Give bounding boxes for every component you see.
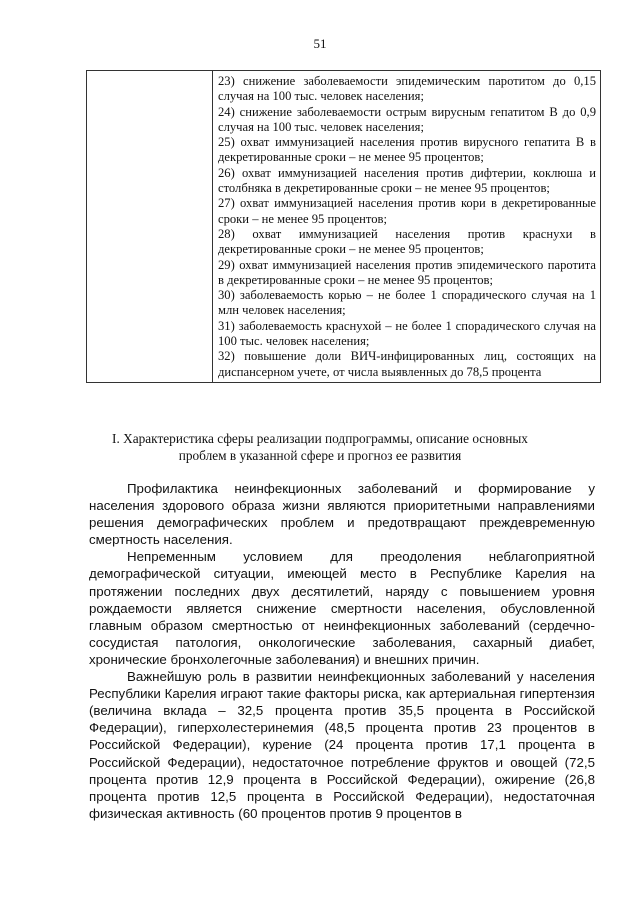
page-number: 51 — [313, 36, 327, 51]
table-cell-empty — [87, 71, 213, 383]
paragraph: Профилактика неинфекционных заболеваний и формирование у населения здорового образа жизни являются приоритетными направлениями решения демографических проблем и предотвращают преждевременную смертность населения. — [89, 481, 595, 548]
list-item: 32) повышение доли ВИЧ-инфицированных лиц, состоящих на диспансерном учете, от числа выявленных до 78,5 процента — [218, 349, 596, 379]
table-cell-indicators — [213, 71, 601, 383]
list-item: 30) заболеваемость корью – не более 1 спорадического случая на 1 млн человек населения; — [218, 288, 596, 318]
table-row — [87, 71, 601, 383]
list-item: 24) снижение заболеваемости острым вирусным гепатитом В до 0,9 случая на 100 тыс. человек населения; — [218, 104, 596, 134]
body-text — [89, 480, 595, 822]
list-item: 28) охват иммунизацией населения против краснухи в декретированные сроки – не менее 95 процентов; — [218, 226, 596, 257]
list-item: 29) охват иммунизацией населения против эпидемического паротита в декретированные сроки – не менее 95 процентов; — [218, 257, 596, 287]
paragraph: Непременным условием для преодоления неблагоприятной демографической ситуации, имеющей место в Республике Карелия на протяжении последних двух десятилетий, наряду с повышением уровня рождаемости является снижение смертности населения, обусловленной главным образом смертностью от неинфекционных заболеваний (сердечно-сосудистая патология, онкологические заболевания, сахарный диабет, хронические бронхолегочные заболевания) и внешних причин. — [89, 549, 595, 667]
list-item: 27) охват иммунизацией населения против кори в декретированные сроки – не менее 95 процентов; — [218, 196, 596, 226]
paragraph: Важнейшую роль в развитии неинфекционных заболеваний у населения Республики Карелия играют такие факторы риска, как артериальная гипертензия (величина вклада – 32,5 процента против 35,5 процента в Российской Федерации), гиперхолестеринемия (48,5 процента против 23 процентов в Российской Федерации), курение (24 процента против 17,1 процента в Российской Федерации), недостаточное потребление фруктов и овощей (72,5 процента против 12,9 процента в Российской Федерации), ожирение (26,8 процента против 12,5 процента в Российской Федерации), недостаточная физическая активность (60 процентов против 9 процентов в — [89, 669, 595, 821]
list-item: 26) охват иммунизацией населения против дифтерии, коклюша и столбняка в декретированные сроки – не менее 95 процентов; — [218, 165, 596, 196]
list-item: 31) заболеваемость краснухой – не более 1 спорадического случая на 100 тыс. человек населения; — [218, 318, 596, 349]
list-item: 25) охват иммунизацией населения против вирусного гепатита В в декретированные сроки – не менее 95 процентов; — [218, 135, 596, 165]
indicators-table — [86, 70, 601, 383]
section-title: I. Характеристика сферы реализации подпрограммы, описание основных проблем в указанной сфере и прогноз ее развития — [112, 431, 528, 463]
list-item: 23) снижение заболеваемости эпидемическим паротитом до 0,15 случая на 100 тыс. человек населения; — [218, 74, 596, 104]
